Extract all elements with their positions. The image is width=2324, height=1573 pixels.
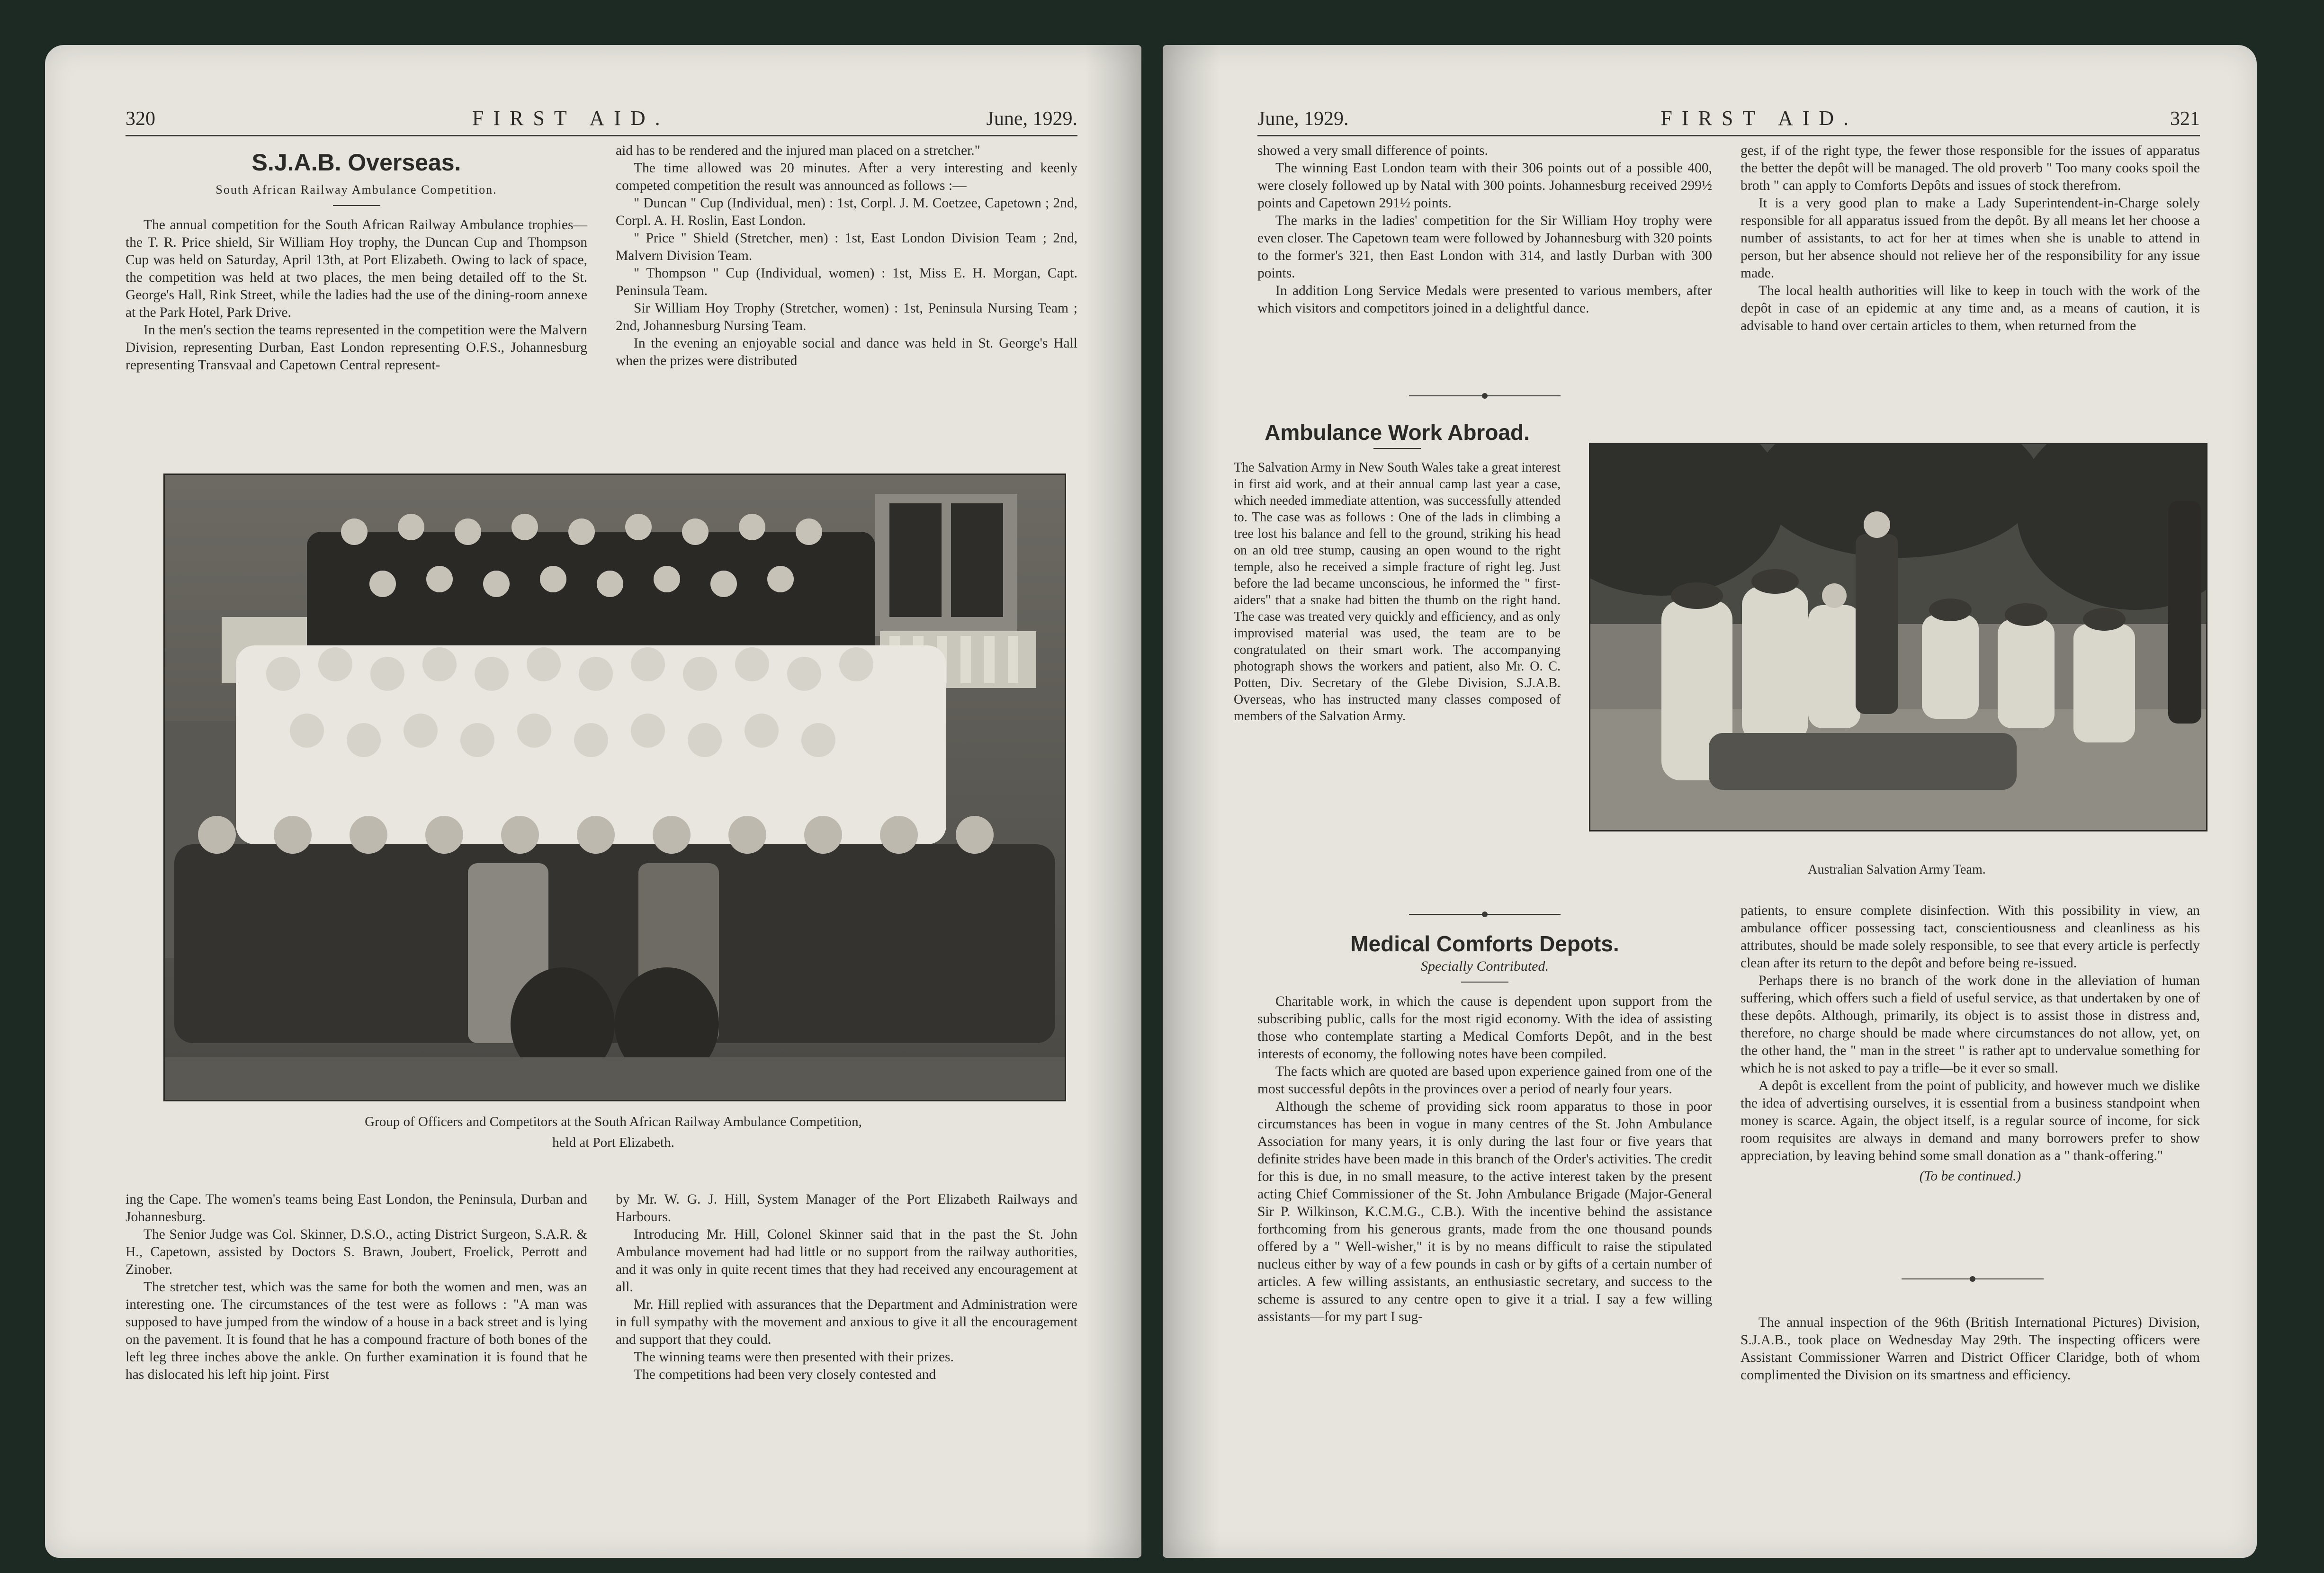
issue-date: June, 1929. xyxy=(986,108,1077,130)
title-rule xyxy=(1461,982,1508,983)
continuation-column xyxy=(1257,142,1712,317)
section-divider xyxy=(1409,914,1561,915)
sjab-column-2-bottom xyxy=(616,1191,1077,1384)
sjab-column-1-bottom xyxy=(126,1191,587,1384)
paragraph: showed a very small difference of points. xyxy=(1257,143,1488,158)
paragraph: by Mr. W. G. J. Hill, System Manager of the Port Elizabeth Railways and Harbours. xyxy=(616,1192,1077,1224)
paragraph: The facts which are quoted are based upon experience gained from one of the most successful depôts in the provinces over a period of nearly four years. xyxy=(1257,1064,1712,1097)
section-divider xyxy=(1902,1278,2044,1279)
paragraph: The stretcher test, which was the same for both the women and men, was an interesting one. The circumstances of the test were as follows : "A man was supposed to have jumped from the window of a house in a back street and is lying on the pavement. It is found that he has a compound fracture of both bones of the left leg three inches above the ankle. On further examination it is found that he has dislocated his left hip joint. First xyxy=(126,1279,587,1382)
title-rule xyxy=(333,205,380,206)
magazine-title: FIRST AID. xyxy=(1660,107,1858,130)
depots-continuation-column xyxy=(1741,142,2200,335)
issue-date: June, 1929. xyxy=(1257,108,1349,130)
sjab-column-1-top xyxy=(126,149,587,374)
paragraph: Charitable work, in which the cause is dependent upon support from the subscribing public, calls for the most rigid economy. With the idea of assisting those who contemplate starting a Medical Comforts Depôt, and in the best interests of economy, the following notes have been compiled. xyxy=(1257,994,1712,1062)
paragraph: In addition Long Service Medals were presented to various members, after which visitors and competitors joined in a delightful dance. xyxy=(1257,283,1712,316)
paragraph: ing the Cape. The women's teams being East London, the Peninsula, Durban and Johannesburg. xyxy=(126,1192,587,1224)
caption-line: held at Port Elizabeth. xyxy=(552,1135,674,1150)
group-photo xyxy=(163,474,1066,1101)
article-title: S.J.A.B. Overseas. xyxy=(251,149,461,176)
caption-line: Group of Officers and Competitors at the South African Railway Ambulance Competition, xyxy=(365,1114,862,1129)
paragraph: Sir William Hoy Trophy (Stretcher, women) : 1st, Peninsula Nursing Team ; 2nd, Johannesburg Nursing Team. xyxy=(616,301,1077,333)
inspection-notice xyxy=(1741,1314,2200,1384)
salvation-army-caption: Australian Salvation Army Team. xyxy=(1808,862,1986,877)
article-title: Medical Comforts Depots. xyxy=(1350,931,1619,956)
paragraph: " Thompson " Cup (Individual, women) : 1st, Miss E. H. Morgan, Capt. Peninsula Team. xyxy=(616,266,1077,298)
medical-comforts-column-2 xyxy=(1741,902,2200,1185)
left-page-header xyxy=(126,97,1077,136)
gutter-shadow xyxy=(1085,45,1141,1558)
paragraph: The winning teams were then presented with their prizes. xyxy=(634,1350,954,1365)
paragraph: The local health authorities will like to keep in touch with the work of the depôt in case of an epidemic at any time and, as a means of caution, it is advisable to hand over certain articles to them, when returned from the xyxy=(1741,283,2200,333)
article-title: Ambulance Work Abroad. xyxy=(1265,420,1530,445)
to-be-continued: (To be continued.) xyxy=(1919,1169,2021,1184)
paragraph: Mr. Hill replied with assurances that the Department and Administration were in full sympathy with the movement and anxious to give it all the encouragement and support that they could. xyxy=(616,1297,1077,1347)
magazine-title: FIRST AID. xyxy=(472,107,670,130)
paragraph: Although the scheme of providing sick room apparatus to those in poor circumstances has been in vogue in many centres of the St. John Ambulance Association for many years, it is only during the last four or five years that definite strides have been made in this branch of the Order's activities. The credit for this is due, in no small measure, to the active interest taken by the present acting Chief Commissioner of the St. John Ambulance Brigade (Major-General Sir P. Wilkinson, K.C.M.G., C.B.). With the incentive behind the assistance forthcoming from his generous grants, made from the one thousand pounds offered by a " Well-wisher," it is by no means difficult to raise the stipulated nucleus either by way of a few pounds in cash or by gifts of a certain number of articles. A few willing assistants, an enthusiastic secretary, and success to the scheme is assured to any centre open to give it a trial. I say a few willing assistants—for my part I sug- xyxy=(1257,1099,1712,1324)
page-number: 320 xyxy=(126,108,155,130)
sjab-column-2-top xyxy=(616,142,1077,370)
paragraph: gest, if of the right type, the fewer those responsible for the issues of apparatus the better the depôt will be managed. The old proverb " Too many cooks spoil the broth " can apply to Comforts Depôts and issues of stock therefrom. xyxy=(1741,143,2200,193)
paragraph: The annual inspection of the 96th (British International Pictures) Division, S.J.A.B., took place on Wednesday May 29th. The inspecting officers were Assistant Commissioner Warren and District Officer Claridge, both of whom complimented the Division on its smartness and efficiency. xyxy=(1741,1315,2200,1383)
paragraph: patients, to ensure complete disinfection. With this possibility in view, an ambulance officer possessing tact, conscientiousness and cleanliness as his attributes, should be made solely responsible, to see that every article is perfectly clean after its return to the depôt and before being re-issued. xyxy=(1741,903,2200,971)
paragraph: In the evening an enjoyable social and dance was held in St. George's Hall when the prizes were distributed xyxy=(616,336,1077,368)
paragraph: Perhaps there is no branch of the work done in the alleviation of human suffering, which offers such a field of useful service, as that undertaken by one of these depôts. Although, primarily, its object is to assist those in distress and, therefore, no charge should be made where circumstances do not allow, yet, on the other hand, the " man in the street " is rather apt to undervalue something for which he is not asked to pay a trifle—be it ever so small. xyxy=(1741,973,2200,1076)
paragraph: The Salvation Army in New South Wales take a great interest in first aid work, and at their annual camp last year a case, which needed immediate attention, was successfully attended to. The case was as follows : One of the lads in climbing a tree lost his balance and fell to the ground, striking his head on an old tree stump, causing an open wound to the right temple, also he received a simple fracture of right leg. Just before the lad became unconscious, he informed the " first-aiders" that a snake had bitten the thumb on the right hand. The case was treated very quickly and efficiency, and as only improvised material was used, the team are to be congratulated on their smart work. The accompanying photograph shows the workers and patient, also Mr. O. C. Potten, Div. Secretary of the Glebe Division, S.J.A.B. Overseas, who has instructed many classes composed of members of the Salvation Army. xyxy=(1234,460,1561,724)
gutter-shadow xyxy=(1163,45,1220,1558)
paragraph: It is a very good plan to make a Lady Superintendent-in-Charge solely responsible for all apparatus issued from the depôt. By all means let her choose a number of assistants, to act for her at times when she is unable to attend in person, but her absence should not relieve her of the responsibility for any issue made. xyxy=(1741,196,2200,281)
left-page xyxy=(45,45,1141,1558)
article-subtitle: South African Railway Ambulance Competition. xyxy=(215,183,497,197)
paragraph: The competitions had been very closely contested and xyxy=(634,1367,936,1382)
salvation-army-photo xyxy=(1589,443,2207,831)
paragraph: In the men's section the teams represented in the competition were the Malvern Division, representing Durban, East London representing O.F.S., Johannesburg representing Transvaal and Capetown Central represent- xyxy=(126,322,587,373)
paragraph: The winning East London team with their 306 points out of a possible 400, were closely followed up by Natal with 300 points. Johannesburg received 299½ points and Capetown 291½ points. xyxy=(1257,161,1712,211)
page-number: 321 xyxy=(2170,108,2200,130)
paragraph: The time allowed was 20 minutes. After a very interesting and keenly competed competition the result was announced as follows :— xyxy=(616,161,1077,193)
paragraph: Introducing Mr. Hill, Colonel Skinner said that in the past the St. John Ambulance movement had had little or no support from the railway authorities, and it was only in quite recent times that they had received any encouragement at all. xyxy=(616,1227,1077,1295)
paragraph: The annual competition for the South African Railway Ambulance trophies—the T. R. Price shield, Sir William Hoy trophy, the Duncan Cup and Thompson Cup was held on Saturday, April 13th, at Port Elizabeth. Owing to lack of space, the competition was held at two places, the men being detailed off to the St. George's Hall, Rink Street, while the ladies had the use of the dining-room annexe at the Park Hotel, Park Drive. xyxy=(126,217,587,320)
paragraph: The Senior Judge was Col. Skinner, D.S.O., acting District Surgeon, S.A.R. & H., Capetown, assisted by Doctors S. Brawn, Joubert, Froelick, Perrott and Zinober. xyxy=(126,1227,587,1277)
right-page xyxy=(1163,45,2257,1558)
paragraph: " Duncan " Cup (Individual, men) : 1st, Corpl. J. M. Coetzee, Capetown ; 2nd, Corpl. A. H. Roslin, East London. xyxy=(616,196,1077,228)
salvation-army-photo-image xyxy=(1590,444,2206,830)
paragraph: aid has to be rendered and the injured man placed on a stretcher." xyxy=(616,143,980,158)
medical-comforts-column-1 xyxy=(1257,931,1712,1326)
paragraph: " Price " Shield (Stretcher, men) : 1st, East London Division Team ; 2nd, Malvern Division Team. xyxy=(616,231,1077,263)
title-rule xyxy=(1373,448,1421,449)
article-subtitle: Specially Contributed. xyxy=(1421,958,1549,974)
ambulance-work-abroad xyxy=(1234,420,1561,724)
paragraph: A depôt is excellent from the point of publicity, and however much we dislike the idea of advertising ourselves, it is essential from a business standpoint when money is scarce. Again, the object itself, is a regular source of income, for sick room requisites are always in demand and many borrowers prefer to show appreciation, by leaving behind some small donation as a " thank-offering." xyxy=(1741,1078,2200,1163)
paragraph: The marks in the ladies' competition for the Sir William Hoy trophy were even closer. The Capetown team were followed by Johannesburg with 320 points to the former's 321, then East London with 314, and lastly Durban with 300 points. xyxy=(1257,213,1712,281)
group-photo-caption xyxy=(163,1111,1063,1153)
group-photo-image xyxy=(165,475,1065,1100)
right-page-header xyxy=(1257,97,2200,136)
section-divider xyxy=(1409,395,1561,396)
